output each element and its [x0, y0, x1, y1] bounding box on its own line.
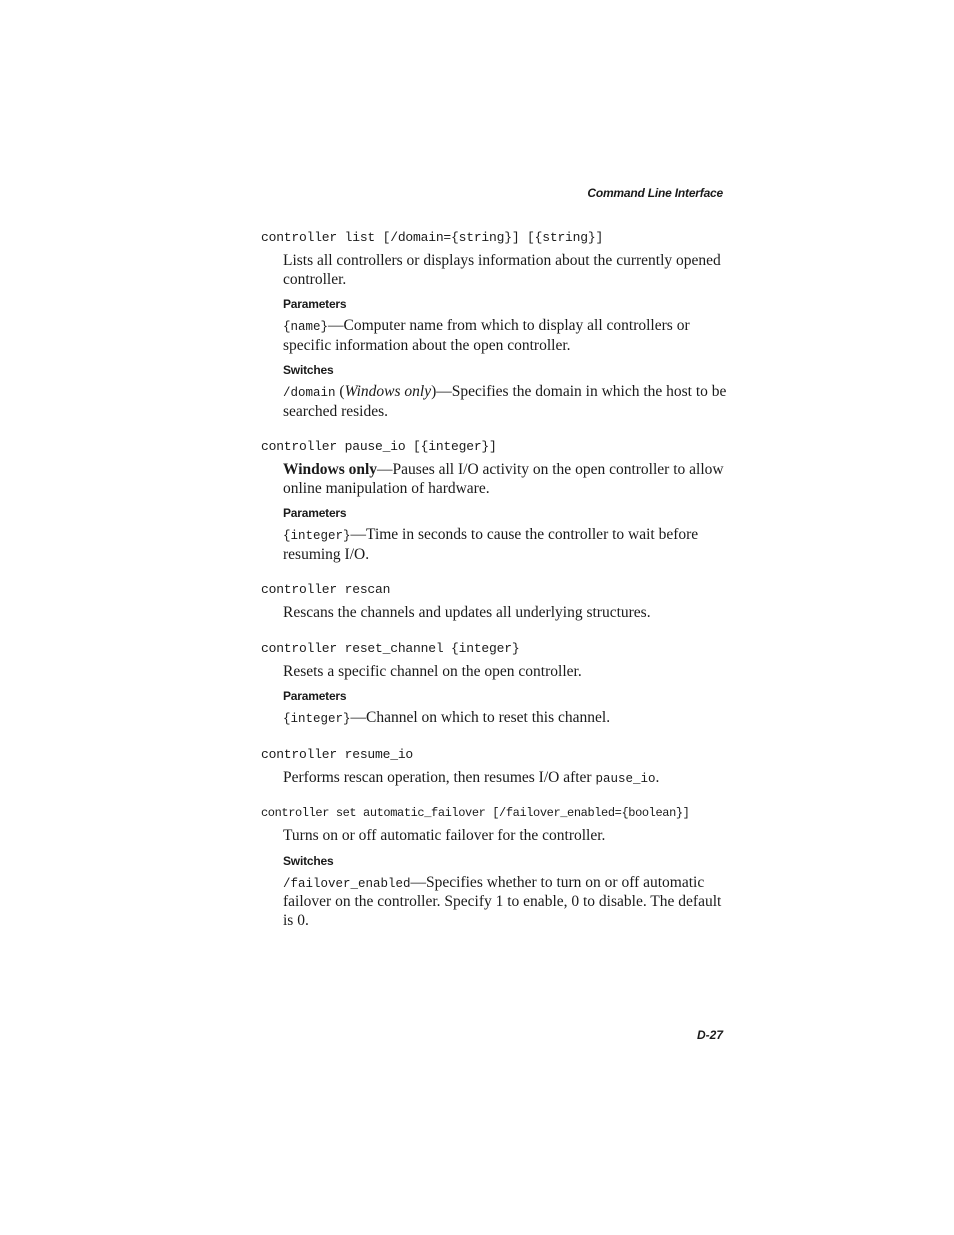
command-body	[283, 604, 731, 623]
command-syntax: controller resume_io	[261, 746, 414, 762]
command-description: Rescans the channels and updates all underlying structures.	[283, 604, 651, 621]
page-number: D-27	[696, 1028, 723, 1042]
command-block-rescan	[261, 582, 731, 623]
command-body	[283, 663, 731, 729]
switch-text: —Specifies whether to turn on or off automatic failover on the controller. Specify 1 to enable, 0 to disable. The default is 0.	[283, 873, 722, 929]
parameter-entry	[283, 709, 731, 729]
command-syntax: controller list [/domain={string}] [{string}]	[261, 230, 604, 245]
running-header: Command Line Interface	[587, 186, 723, 200]
description-tail: .	[655, 768, 660, 786]
command-description	[283, 461, 731, 498]
command-syntax: controller reset_channel {integer}	[261, 640, 520, 656]
switch-italic: Windows only	[344, 383, 432, 400]
parameter-entry	[283, 526, 731, 564]
command-body	[283, 827, 731, 930]
switch-code: /domain	[283, 386, 336, 400]
command-body	[283, 461, 731, 564]
command-block-pause-io	[261, 439, 731, 564]
command-body	[283, 769, 731, 789]
parameter-text: —Time in seconds to cause the controller to wait before resuming I/O.	[283, 526, 699, 563]
parameter-entry	[283, 317, 731, 355]
command-description: Resets a specific channel on the open controller.	[283, 662, 582, 680]
command-syntax: controller pause_io [{integer}]	[261, 439, 497, 454]
description-text: —Pauses all I/O activity on the open controller to allow online manipulation of hardware.	[283, 461, 724, 497]
parameter-text: —Channel on which to reset this channel.	[350, 709, 611, 726]
command-block-reset-channel	[261, 641, 731, 729]
command-description: Lists all controllers or displays information about the currently opened controller.	[283, 252, 721, 288]
description-text: Performs rescan operation, then resumes I/O after	[283, 768, 596, 786]
parameters-heading: Parameters	[283, 297, 347, 311]
parameter-code: {integer}	[283, 712, 351, 726]
switch-entry	[283, 874, 731, 931]
command-syntax: controller rescan	[261, 582, 391, 597]
parameter-code: {integer}	[283, 529, 351, 543]
command-block-resume-io	[261, 747, 731, 789]
switch-entry	[283, 383, 731, 421]
command-block-list	[261, 230, 731, 421]
parameter-code: {name}	[283, 320, 329, 334]
switches-heading: Switches	[283, 363, 334, 377]
bold-lead: Windows only	[283, 461, 378, 478]
switch-open: (	[335, 383, 345, 400]
parameter-text: —Computer name from which to display all controllers or specific information about the open controller.	[283, 317, 690, 354]
page-content	[261, 230, 731, 948]
switches-heading: Switches	[283, 853, 334, 868]
inline-code: pause_io	[595, 771, 656, 786]
switch-text: )—Specifies the domain in which the host to be searched resides.	[283, 383, 727, 420]
parameters-heading: Parameters	[283, 689, 347, 703]
parameters-heading: Parameters	[283, 506, 347, 520]
command-body	[283, 252, 731, 421]
command-block-automatic-failover	[261, 806, 731, 930]
command-description	[283, 769, 731, 789]
command-syntax: controller set automatic_failover [/failover_enabled={boolean}]	[261, 806, 690, 820]
command-description: Turns on or off automatic failover for the controller.	[283, 827, 606, 844]
switch-code: /failover_enabled	[283, 876, 411, 891]
